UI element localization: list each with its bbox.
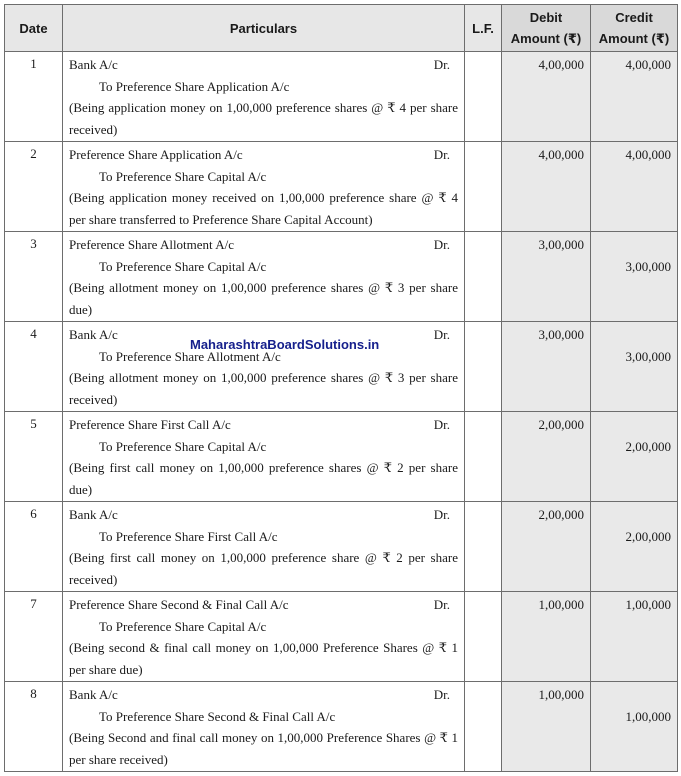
- dr-label: Dr.: [433, 687, 450, 702]
- journal-entry-row: [5, 412, 678, 502]
- entry-credit: [591, 52, 678, 142]
- entry-date: [5, 232, 63, 322]
- dr-label: Dr.: [433, 57, 450, 72]
- credit-account: To Preference Share First Call A/c: [99, 528, 278, 544]
- credit-amount: 1,00,000: [625, 597, 671, 612]
- journal-entry-row: [5, 502, 678, 592]
- entry-date-value: 8: [30, 686, 37, 701]
- journal-entry-row: [5, 52, 678, 142]
- debit-amount: 4,00,000: [538, 147, 584, 162]
- entry-debit: [502, 592, 591, 682]
- debit-account-line: [69, 594, 458, 616]
- debit-account: Preference Share Second & Final Call A/c: [69, 597, 289, 612]
- entry-lf: [465, 502, 502, 592]
- credit-account: To Preference Share Capital A/c: [99, 618, 267, 634]
- header-credit-line1: Credit: [615, 10, 653, 25]
- credit-amount: 2,00,000: [625, 528, 671, 544]
- dr-label: Dr.: [433, 147, 450, 162]
- entry-credit: [591, 322, 678, 412]
- entry-lf: [465, 232, 502, 322]
- debit-amount: 2,00,000: [538, 507, 584, 522]
- entry-date: [5, 412, 63, 502]
- debit-amount: 2,00,000: [538, 417, 584, 432]
- entry-credit: [591, 502, 678, 592]
- debit-account: Preference Share Application A/c: [69, 147, 243, 162]
- debit-account: Bank A/c: [69, 57, 118, 72]
- entry-date-value: 2: [30, 146, 37, 161]
- entry-particulars: [63, 412, 465, 502]
- entry-lf: [465, 322, 502, 412]
- header-debit-line2: Amount (₹): [510, 31, 582, 46]
- dr-label: Dr.: [433, 327, 450, 342]
- debit-amount: 4,00,000: [538, 57, 584, 72]
- entry-credit: [591, 142, 678, 232]
- entry-date: [5, 682, 63, 772]
- narration: (Being second & final call money on 1,00,000 Preference Shares @ ₹ 1 per share due): [69, 640, 458, 677]
- entry-credit: [591, 682, 678, 772]
- entry-particulars: [63, 682, 465, 772]
- debit-account: Bank A/c: [69, 327, 118, 342]
- header-debit-line1: Debit: [529, 10, 563, 25]
- header-lf: L.F.: [465, 5, 502, 52]
- dr-label: Dr.: [433, 597, 450, 612]
- header-particulars: Particulars: [63, 5, 465, 52]
- entry-date: [5, 322, 63, 412]
- entry-lf: [465, 412, 502, 502]
- credit-account: To Preference Share Capital A/c: [99, 438, 267, 454]
- credit-account: To Preference Share Capital A/c: [99, 258, 267, 274]
- debit-account: Bank A/c: [69, 507, 118, 522]
- entry-date-value: 7: [30, 596, 37, 611]
- entry-particulars: [63, 502, 465, 592]
- credit-amount: 4,00,000: [625, 147, 671, 162]
- journal-body: [5, 52, 678, 772]
- narration: (Being allotment money on 1,00,000 preference shares @ ₹ 3 per share due): [69, 280, 458, 317]
- credit-account: To Preference Share Capital A/c: [99, 168, 267, 184]
- narration: (Being application money on 1,00,000 preference shares @ ₹ 4 per share received): [69, 100, 458, 137]
- debit-account-line: [69, 414, 458, 436]
- entry-date-value: 5: [30, 416, 37, 431]
- entry-particulars: [63, 322, 465, 412]
- debit-amount: 3,00,000: [538, 327, 584, 342]
- debit-account-line: [69, 504, 458, 526]
- entry-particulars: [63, 142, 465, 232]
- entry-debit: [502, 322, 591, 412]
- entry-date: [5, 142, 63, 232]
- watermark-text: MaharashtraBoardSolutions.in: [190, 337, 380, 352]
- journal-entry-row: [5, 232, 678, 322]
- narration: (Being first call money on 1,00,000 preference share @ ₹ 2 per share received): [69, 550, 458, 587]
- journal-table: [4, 4, 678, 772]
- entry-lf: [465, 52, 502, 142]
- debit-account: Preference Share First Call A/c: [69, 417, 231, 432]
- entry-date-value: 6: [30, 506, 37, 521]
- entry-debit: [502, 412, 591, 502]
- dr-label: Dr.: [433, 417, 450, 432]
- entry-date: [5, 502, 63, 592]
- entry-debit: [502, 502, 591, 592]
- header-date: Date: [5, 5, 63, 52]
- entry-particulars: [63, 232, 465, 322]
- header-debit: [502, 5, 591, 52]
- journal-entry-row: [5, 322, 678, 412]
- credit-account: To Preference Share Second & Final Call A/c: [99, 708, 336, 724]
- entry-debit: [502, 142, 591, 232]
- journal-entry-row: [5, 682, 678, 772]
- entry-date: [5, 592, 63, 682]
- journal-entry-row: [5, 592, 678, 682]
- narration: (Being application money received on 1,00,000 preference share @ ₹ 4 per share transferred to Preference Share Capital Account): [69, 190, 458, 227]
- debit-account-line: [69, 144, 458, 166]
- journal-entry-row: [5, 142, 678, 232]
- credit-amount: 1,00,000: [625, 708, 671, 724]
- entry-particulars: [63, 52, 465, 142]
- credit-account: To Preference Share Application A/c: [99, 78, 290, 94]
- debit-amount: 1,00,000: [538, 597, 584, 612]
- credit-amount: 3,00,000: [625, 258, 671, 274]
- dr-label: Dr.: [433, 237, 450, 252]
- entry-debit: [502, 232, 591, 322]
- entry-date-value: 3: [30, 236, 37, 251]
- entry-date-value: 4: [30, 326, 37, 341]
- narration: (Being Second and final call money on 1,00,000 Preference Shares @ ₹ 1 per share received): [69, 730, 458, 767]
- entry-date: [5, 52, 63, 142]
- narration: (Being allotment money on 1,00,000 preference shares @ ₹ 3 per share received): [69, 370, 458, 407]
- entry-credit: [591, 592, 678, 682]
- dr-label: Dr.: [433, 507, 450, 522]
- debit-account: Preference Share Allotment A/c: [69, 237, 234, 252]
- entry-credit: [591, 412, 678, 502]
- narration: (Being first call money on 1,00,000 preference shares @ ₹ 2 per share due): [69, 460, 458, 497]
- entry-lf: [465, 682, 502, 772]
- debit-amount: 3,00,000: [538, 237, 584, 252]
- header-credit-line2: Amount (₹): [598, 31, 670, 46]
- debit-amount: 1,00,000: [538, 687, 584, 702]
- entry-lf: [465, 592, 502, 682]
- credit-amount: 4,00,000: [625, 57, 671, 72]
- entry-date-value: 1: [30, 56, 37, 71]
- entry-debit: [502, 52, 591, 142]
- entry-particulars: [63, 592, 465, 682]
- credit-amount: 2,00,000: [625, 438, 671, 454]
- debit-account: Bank A/c: [69, 687, 118, 702]
- credit-amount: 3,00,000: [625, 348, 671, 364]
- entry-debit: [502, 682, 591, 772]
- entry-lf: [465, 142, 502, 232]
- debit-account-line: [69, 234, 458, 256]
- debit-account-line: [69, 54, 458, 76]
- entry-credit: [591, 232, 678, 322]
- header-credit: [591, 5, 678, 52]
- header-row: [5, 5, 678, 52]
- credit-account: To Preference Share Allotment A/c: [99, 348, 281, 364]
- debit-account-line: [69, 684, 458, 706]
